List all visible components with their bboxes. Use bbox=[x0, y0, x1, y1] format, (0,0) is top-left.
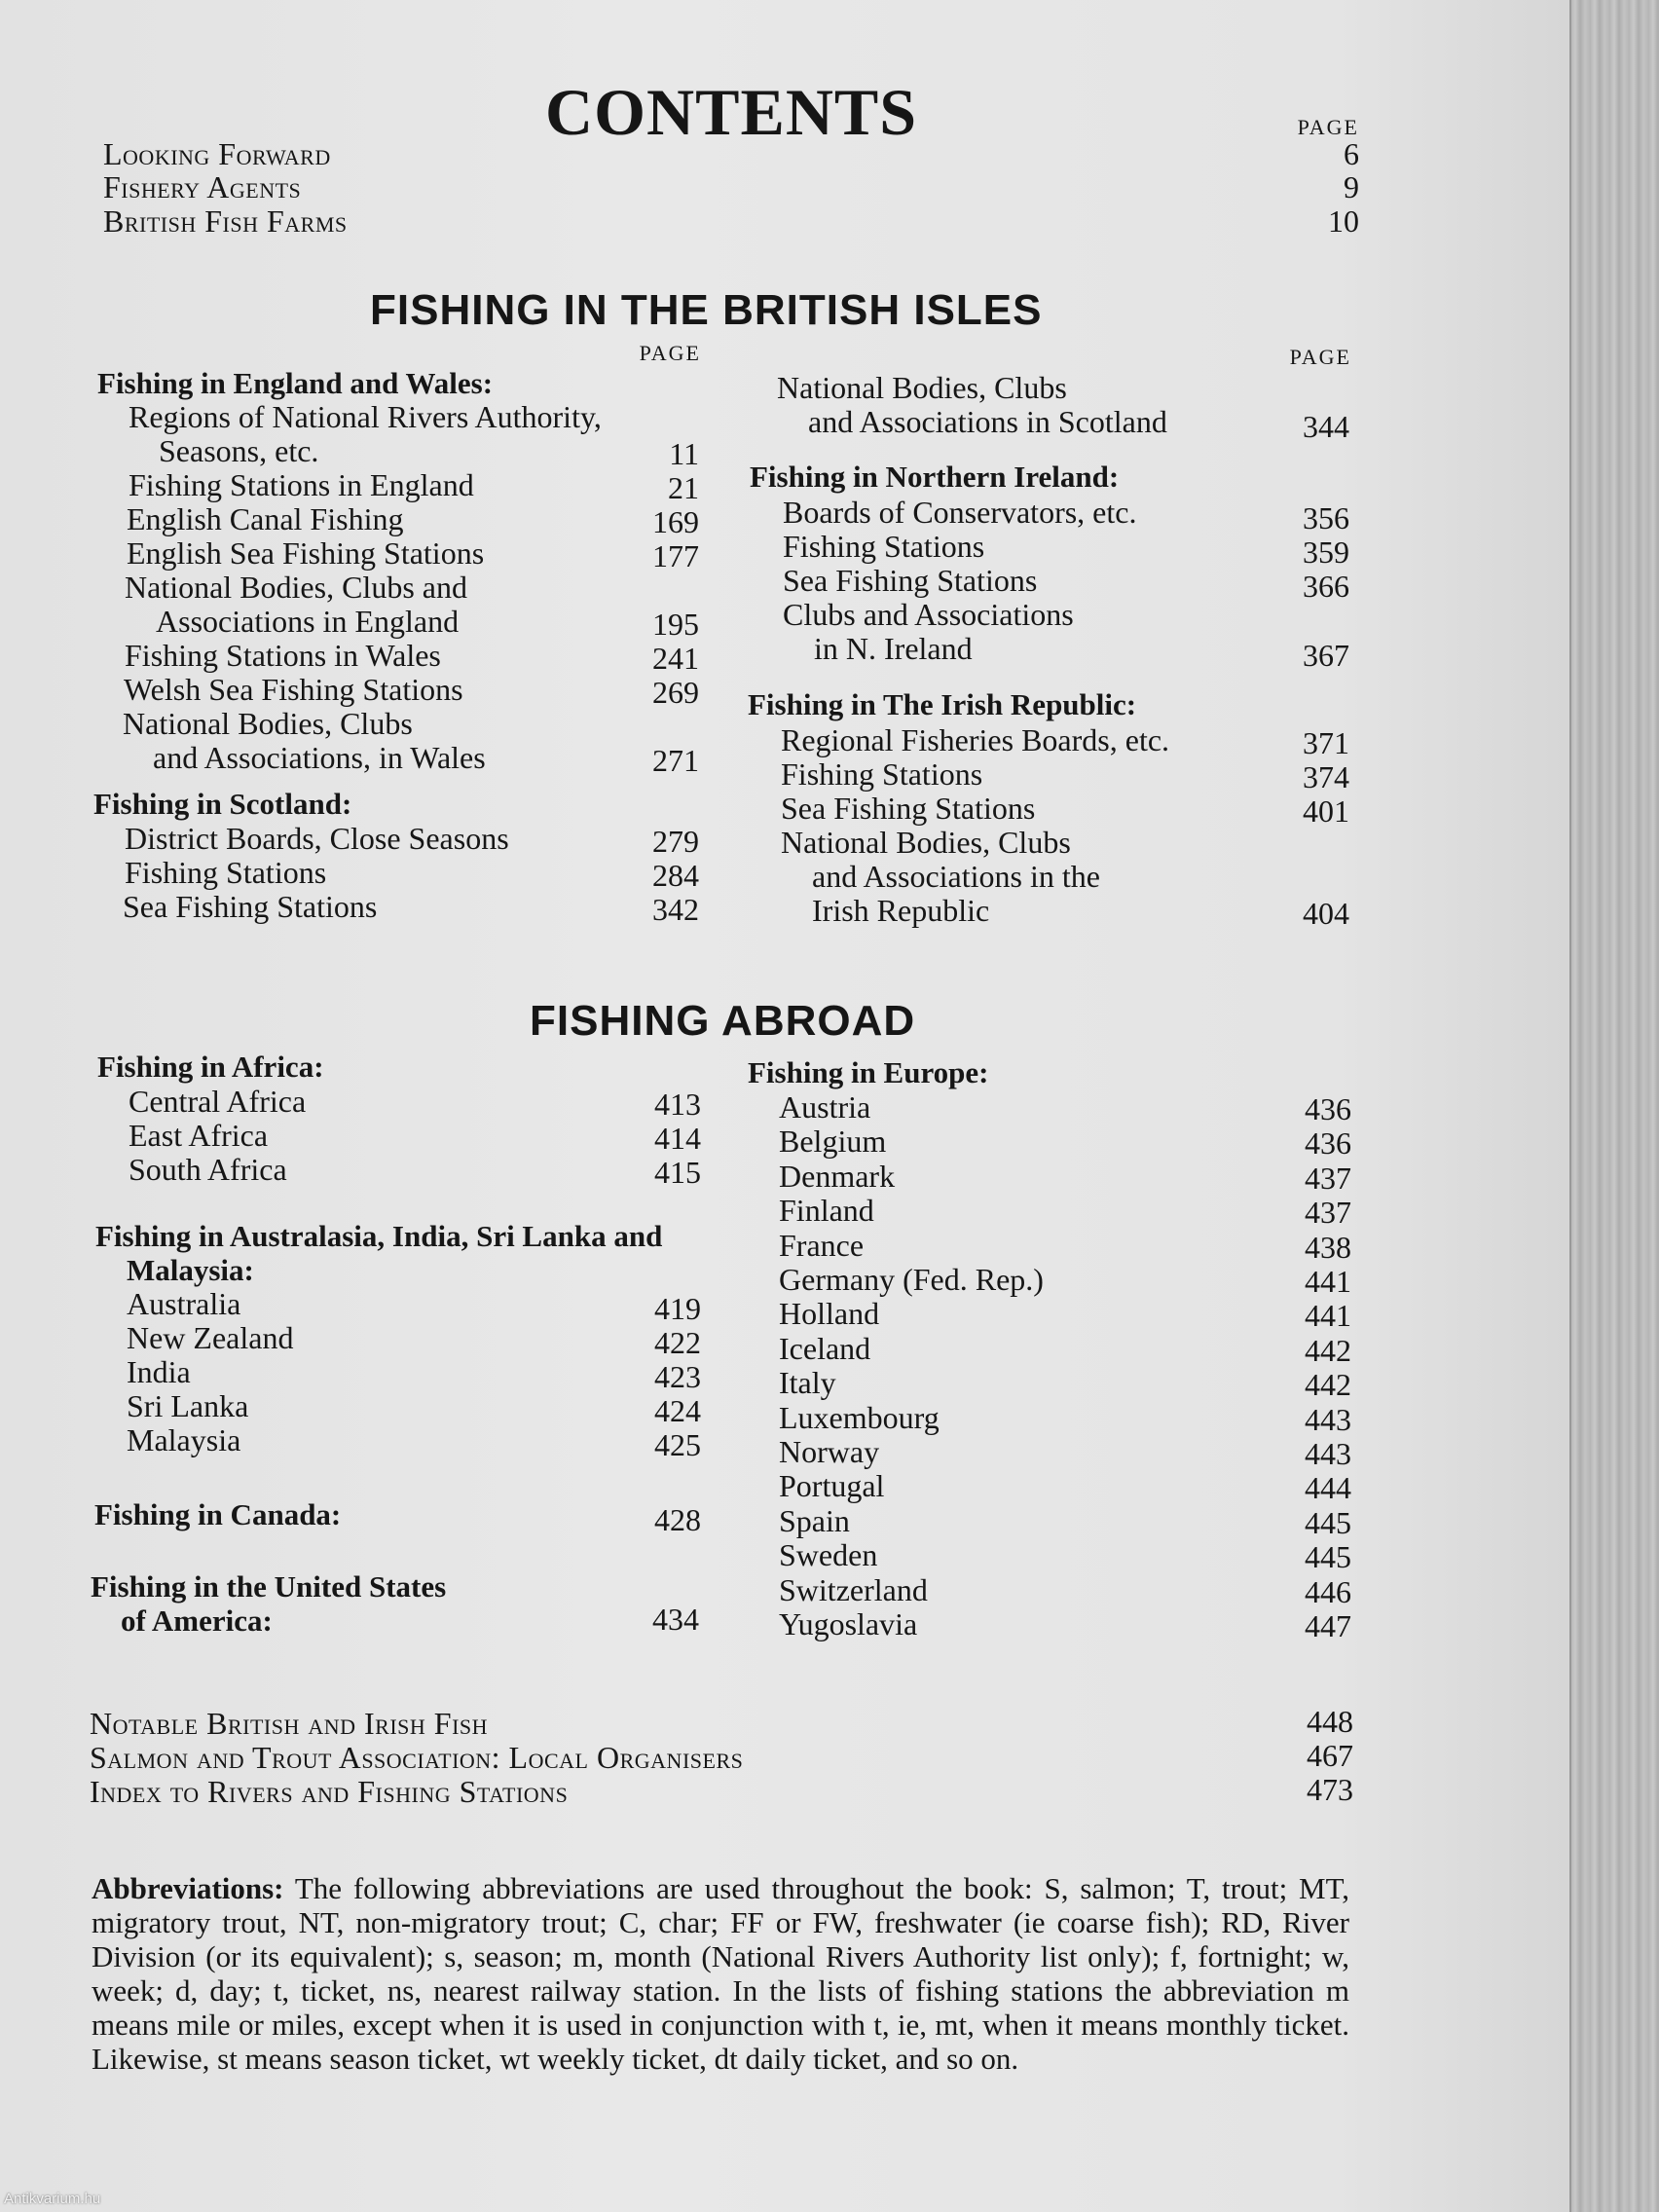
toc-page: 437 bbox=[1305, 1161, 1351, 1196]
toc-entry: Holland bbox=[779, 1296, 880, 1331]
toc-page: 413 bbox=[654, 1087, 701, 1122]
left-column-page-header: PAGE bbox=[639, 341, 701, 365]
toc-page: 443 bbox=[1305, 1402, 1351, 1437]
toc-page: 415 bbox=[654, 1155, 701, 1190]
toc-entry: Iceland bbox=[779, 1331, 871, 1366]
toc-entry-looking-forward: Looking Forward bbox=[103, 136, 331, 171]
toc-entry: English Canal Fishing bbox=[127, 501, 404, 536]
group-title-northern-ireland: Fishing in Northern Ireland: bbox=[750, 460, 1120, 494]
toc-entry: Denmark bbox=[779, 1159, 896, 1194]
toc-page: 434 bbox=[652, 1602, 699, 1637]
toc-entry: Regions of National Rivers Authority, bbox=[129, 399, 602, 434]
toc-page: 445 bbox=[1305, 1505, 1351, 1540]
toc-page: 438 bbox=[1305, 1230, 1351, 1265]
toc-entry: Fishing Stations bbox=[783, 529, 985, 564]
toc-entry: National Bodies, Clubs bbox=[777, 370, 1067, 405]
group-title-scotland: Fishing in Scotland: bbox=[93, 787, 352, 821]
toc-entry: Sea Fishing Stations bbox=[783, 563, 1038, 598]
toc-entry: English Sea Fishing Stations bbox=[127, 535, 485, 571]
toc-entry: Australia bbox=[127, 1286, 241, 1321]
toc-entry: Sweden bbox=[779, 1537, 878, 1572]
toc-entry: Fishing Stations bbox=[781, 756, 983, 792]
group-title-continuation: of America: bbox=[121, 1604, 273, 1638]
group-title-canada: Fishing in Canada: bbox=[94, 1497, 342, 1531]
toc-entry-salmon-trout-association: Salmon and Trout Association: Local Organisers bbox=[90, 1740, 744, 1775]
page-title: CONTENTS bbox=[545, 75, 918, 149]
toc-page: 11 bbox=[669, 436, 699, 471]
toc-page-fishery-agents: 9 bbox=[1344, 169, 1359, 204]
toc-entry: Regional Fisheries Boards, etc. bbox=[781, 722, 1170, 757]
group-title-africa: Fishing in Africa: bbox=[97, 1050, 324, 1084]
toc-page: 423 bbox=[654, 1359, 701, 1394]
section-heading-british-isles: FISHING IN THE BRITISH ISLES bbox=[370, 286, 1043, 334]
toc-entry-fishery-agents: Fishery Agents bbox=[103, 169, 302, 204]
toc-page: 446 bbox=[1305, 1574, 1351, 1609]
toc-entry: Malaysia bbox=[127, 1422, 241, 1457]
toc-page: 442 bbox=[1305, 1333, 1351, 1368]
toc-entry: New Zealand bbox=[127, 1320, 294, 1355]
toc-entry: Sri Lanka bbox=[127, 1388, 249, 1423]
toc-entry: East Africa bbox=[129, 1118, 269, 1153]
abbreviations-paragraph bbox=[92, 1871, 1349, 2076]
toc-entry: Portugal bbox=[779, 1468, 885, 1503]
book-spine-edge bbox=[1569, 0, 1659, 2212]
abbreviations-label: Abbreviations: bbox=[92, 1871, 284, 1905]
toc-entry: Germany (Fed. Rep.) bbox=[779, 1262, 1044, 1297]
toc-entry: Norway bbox=[779, 1434, 880, 1469]
toc-page: 284 bbox=[652, 858, 699, 893]
toc-entry: Central Africa bbox=[129, 1084, 307, 1119]
toc-page-notable-fish: 448 bbox=[1307, 1704, 1353, 1739]
toc-entry: Spain bbox=[779, 1503, 850, 1538]
toc-entry: Switzerland bbox=[779, 1572, 928, 1607]
toc-entry-continuation: and Associations in the bbox=[812, 859, 1100, 894]
toc-entry-continuation: Irish Republic bbox=[812, 893, 990, 928]
toc-page: 436 bbox=[1305, 1125, 1351, 1161]
toc-entry: National Bodies, Clubs and bbox=[125, 570, 467, 605]
group-title-england-wales: Fishing in England and Wales: bbox=[97, 366, 494, 400]
toc-entry: Luxembourg bbox=[779, 1400, 940, 1435]
toc-page: 401 bbox=[1303, 793, 1349, 829]
toc-entry: District Boards, Close Seasons bbox=[125, 821, 509, 856]
toc-page: 21 bbox=[668, 470, 699, 505]
abbreviations-text: The following abbreviations are used throughout the book: S, salmon; T, trout; MT, migratory trout, NT, non-migratory trout; C, char; FF or FW, freshwater (ie coarse fish); RD, River Division (or its equivalent); s, season; m, month (National Rivers Authority list only); f, fortnight; w, week; d, day; t, ticket, ns, nearest railway station. In the lists of fishing stations the abbreviation m means mile or miles, except when it is used in conjunction with t, ie, mt, when it means monthly ticket. Likewise, st means season ticket, wt weekly ticket, dt daily ticket, and so on. bbox=[92, 1871, 1349, 2076]
toc-entry: Austria bbox=[779, 1089, 871, 1124]
toc-page-looking-forward: 6 bbox=[1344, 136, 1359, 171]
toc-entry: Clubs and Associations bbox=[783, 597, 1074, 632]
toc-page: 279 bbox=[652, 824, 699, 859]
toc-entry: South Africa bbox=[129, 1152, 287, 1187]
toc-entry: Italy bbox=[779, 1365, 836, 1400]
toc-entry: Boards of Conservators, etc. bbox=[783, 495, 1137, 530]
toc-page: 444 bbox=[1305, 1470, 1351, 1505]
toc-page: 443 bbox=[1305, 1436, 1351, 1471]
right-column-page-header: PAGE bbox=[1289, 345, 1351, 369]
toc-entry-continuation: in N. Ireland bbox=[814, 631, 973, 666]
toc-page: 441 bbox=[1305, 1264, 1351, 1299]
toc-page: 269 bbox=[652, 675, 699, 710]
toc-page: 356 bbox=[1303, 500, 1349, 535]
toc-entry: National Bodies, Clubs bbox=[781, 825, 1071, 860]
group-title-irish-republic: Fishing in The Irish Republic: bbox=[748, 687, 1137, 721]
front-matter-page-header: PAGE bbox=[1297, 115, 1359, 139]
toc-entry: Belgium bbox=[779, 1124, 887, 1159]
section-heading-fishing-abroad: FISHING ABROAD bbox=[530, 997, 916, 1045]
toc-page: 422 bbox=[654, 1325, 701, 1360]
toc-page: 344 bbox=[1303, 409, 1349, 444]
toc-entry-continuation: Associations in England bbox=[156, 604, 460, 639]
toc-page: 366 bbox=[1303, 569, 1349, 604]
toc-entry: Fishing Stations in England bbox=[129, 467, 474, 502]
toc-entry: Sea Fishing Stations bbox=[781, 791, 1036, 826]
group-title-australasia: Fishing in Australasia, India, Sri Lanka and bbox=[95, 1219, 663, 1253]
toc-page: 441 bbox=[1305, 1298, 1351, 1333]
toc-entry-index: Index to Rivers and Fishing Stations bbox=[90, 1774, 569, 1809]
toc-page: 404 bbox=[1303, 896, 1349, 931]
toc-page: 425 bbox=[654, 1427, 701, 1462]
toc-page: 424 bbox=[654, 1393, 701, 1428]
toc-entry-notable-fish: Notable British and Irish Fish bbox=[90, 1706, 489, 1741]
toc-page: 195 bbox=[652, 607, 699, 642]
toc-page: 419 bbox=[654, 1291, 701, 1326]
toc-page: 169 bbox=[652, 504, 699, 539]
toc-entry-continuation: Seasons, etc. bbox=[159, 433, 319, 468]
toc-entry: France bbox=[779, 1228, 865, 1263]
toc-page: 437 bbox=[1305, 1195, 1351, 1230]
toc-page: 371 bbox=[1303, 725, 1349, 760]
toc-page-british-fish-farms: 10 bbox=[1328, 203, 1359, 239]
toc-entry: Sea Fishing Stations bbox=[123, 889, 378, 924]
toc-page: 374 bbox=[1303, 759, 1349, 794]
toc-page: 436 bbox=[1305, 1091, 1351, 1126]
toc-entry: Fishing Stations bbox=[125, 855, 327, 890]
toc-entry: Yugoslavia bbox=[779, 1606, 918, 1641]
toc-page-index: 473 bbox=[1307, 1772, 1353, 1807]
toc-entry-continuation: and Associations, in Wales bbox=[153, 740, 486, 775]
toc-entry: India bbox=[127, 1354, 191, 1389]
toc-entry-british-fish-farms: British Fish Farms bbox=[103, 203, 348, 239]
toc-page: 359 bbox=[1303, 535, 1349, 570]
toc-entry: Fishing Stations in Wales bbox=[125, 638, 441, 673]
toc-page: 445 bbox=[1305, 1539, 1351, 1574]
group-title-europe: Fishing in Europe: bbox=[748, 1055, 989, 1089]
toc-page: 177 bbox=[652, 538, 699, 573]
toc-entry: Welsh Sea Fishing Stations bbox=[124, 672, 463, 707]
toc-page: 414 bbox=[654, 1121, 701, 1156]
group-title-usa: Fishing in the United States bbox=[91, 1569, 447, 1604]
watermark: Antikvarium.hu bbox=[4, 2191, 101, 2207]
toc-page: 428 bbox=[654, 1502, 701, 1537]
toc-page: 241 bbox=[652, 641, 699, 676]
toc-page: 447 bbox=[1305, 1608, 1351, 1643]
group-title-continuation: Malaysia: bbox=[127, 1253, 254, 1287]
toc-entry: Finland bbox=[779, 1193, 874, 1228]
toc-page: 342 bbox=[652, 892, 699, 927]
toc-entry: National Bodies, Clubs bbox=[123, 706, 413, 741]
toc-page: 367 bbox=[1303, 638, 1349, 673]
toc-entry-continuation: and Associations in Scotland bbox=[808, 404, 1167, 439]
toc-page: 271 bbox=[652, 743, 699, 778]
toc-page-salmon-trout-association: 467 bbox=[1307, 1738, 1353, 1773]
toc-page: 442 bbox=[1305, 1367, 1351, 1402]
